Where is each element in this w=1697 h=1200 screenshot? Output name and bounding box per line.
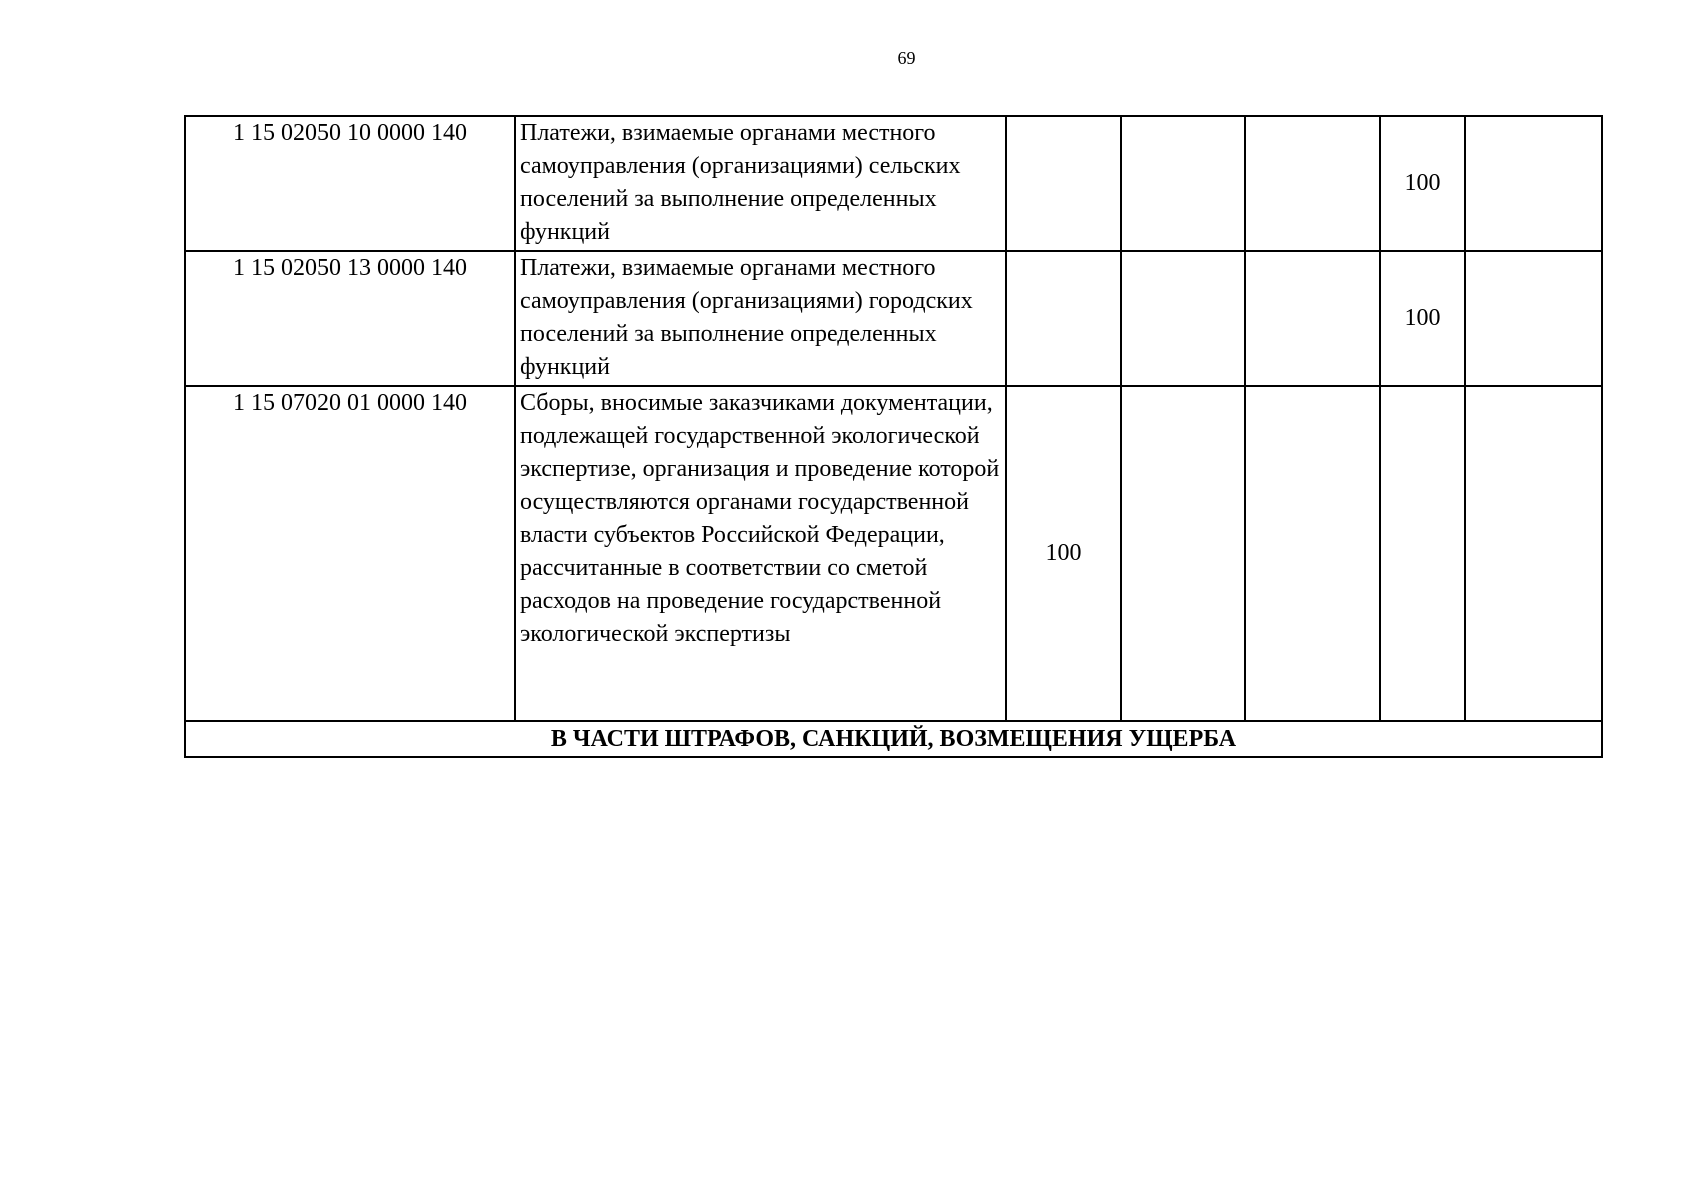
revenue-description: Сборы, вносимые заказчиками документации, подлежащей государственной экологической экспертизе, организация и проведение которой осуществляются органами государственной власти субъектов Российской Федерации, рассчитанные в соответствии со сметой расходов на проведение государственной экологической экспертизы: [515, 386, 1006, 721]
revenue-allocation-table: [184, 115, 1603, 758]
allocation-cell: [1465, 386, 1602, 721]
table-row: [185, 386, 1602, 721]
allocation-cell: [1245, 251, 1380, 386]
allocation-cell: [1121, 116, 1245, 251]
budget-classification-code: 1 15 02050 13 0000 140: [185, 251, 515, 386]
allocation-cell: [1245, 386, 1380, 721]
allocation-cell: [1006, 116, 1121, 251]
table-row: [185, 116, 1602, 251]
budget-classification-code: 1 15 02050 10 0000 140: [185, 116, 515, 251]
page-number: 69: [897, 48, 916, 68]
allocation-cell: [1121, 386, 1245, 721]
revenue-description: Платежи, взимаемые органами местного самоуправления (организациями) сельских поселений за выполнение определенных функций: [515, 116, 1006, 251]
budget-classification-code: 1 15 07020 01 0000 140: [185, 386, 515, 721]
allocation-cell: [1380, 386, 1465, 721]
allocation-cell: 100: [1380, 116, 1465, 251]
allocation-cell: [1465, 116, 1602, 251]
revenue-description: Платежи, взимаемые органами местного самоуправления (организациями) городских поселений за выполнение определенных функций: [515, 251, 1006, 386]
table-row: [185, 251, 1602, 386]
allocation-cell: 100: [1006, 386, 1121, 721]
allocation-cell: 100: [1380, 251, 1465, 386]
allocation-cell: [1121, 251, 1245, 386]
allocation-cell: [1006, 251, 1121, 386]
allocation-cell: [1245, 116, 1380, 251]
section-heading-row: [185, 721, 1602, 757]
allocation-cell: [1465, 251, 1602, 386]
section-heading: В ЧАСТИ ШТРАФОВ, САНКЦИЙ, ВОЗМЕЩЕНИЯ УЩЕРБА: [185, 721, 1602, 757]
